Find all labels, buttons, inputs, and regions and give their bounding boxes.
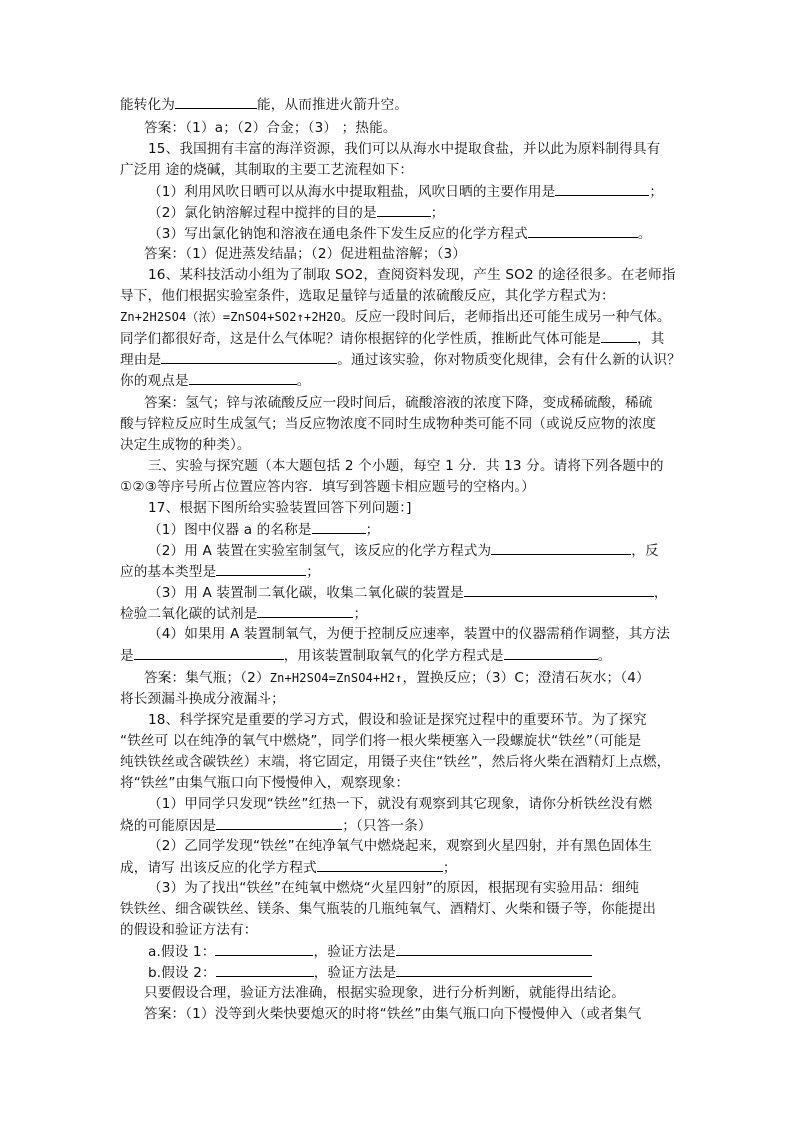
- text-line: 决定生成物的种类）。: [120, 437, 251, 453]
- answer-blank: [215, 941, 313, 956]
- text-line: 导下，他们根据实验室条件，选取足量锌与适量的浓硫酸反应，其化学方程式为：: [120, 288, 615, 304]
- text-line: （1）图中仪器 a 的名称是 ；: [148, 519, 379, 539]
- text-line: （4）如果用 A 装置制氧气，为便于控制反应速率，装置中的仪器需稍作调整，其方法: [148, 626, 670, 642]
- text-line: （1）甲同学只发现“铁丝”红热一下，就没有观察到其它现象，请你分析铁丝没有燃: [148, 796, 653, 812]
- answer-blank: [317, 857, 443, 872]
- question-18: 18、科学探究是重要的学习方式，假设和验证是探究过程中的重要环节。为了探究: [148, 712, 647, 728]
- equation-line: Zn+2H2SO4（浓）=ZnSO4+SO2↑+2H2O。反应一段时间后，老师指出还可能生成另一种气体。: [120, 309, 671, 325]
- text-line: 纯铁铁丝或含碳铁丝）末端，将它固定，用镊子夹住“铁丝”，然后将火柴在酒精灯上点燃，: [120, 754, 671, 770]
- answer-line: 答案：（1）没等到火柴快要熄灭的时将“铁丝”由集气瓶口向下慢慢伸入（或者集气: [144, 1006, 642, 1022]
- text-line: 能转化为 能，从而推进火箭升空。: [120, 94, 408, 114]
- answer-blank: [134, 645, 284, 660]
- text-line: （2）乙同学发现“铁丝”在纯净氧气中燃烧起来，观察到火星四射，并有黑色固体生: [148, 838, 653, 854]
- answer-blank: [216, 815, 342, 830]
- answer-blank: [312, 519, 366, 534]
- hypothesis-line: a.假设 1： ，验证方法是: [148, 941, 592, 961]
- answer-blank: [189, 370, 297, 385]
- answer-blank: [216, 962, 314, 977]
- text-line: 的假设和验证方法有：: [120, 922, 258, 938]
- text-line: 将“铁丝”由集气瓶口向下慢慢伸入，观察现象：: [120, 775, 410, 791]
- text-line: 广泛用 途的烧碱，其制取的主要工艺流程如下：: [120, 162, 414, 178]
- answer-blank: [216, 561, 306, 576]
- text-line: （3）为了找出“铁丝”在纯氧中燃烧“火星四射”的原因，根据现有实验用品：细纯: [148, 880, 640, 896]
- hypothesis-line: b.假设 2： ，验证方法是: [148, 962, 592, 982]
- answer-blank: [161, 349, 337, 364]
- text-line: （3）写出氯化钠饱和溶液在通电条件下发生反应的化学方程式 。: [148, 223, 652, 243]
- answer-blank: [504, 645, 598, 660]
- question-17: 17、根据下图所给实验装置回答下列问题：]: [148, 500, 412, 516]
- answer-blank: [175, 94, 257, 109]
- question-16: 16、某科技活动小组为了制取 SO2，查阅资料发现，产生 SO2 的途径很多。在老师指: [148, 267, 676, 283]
- question-15: 15、我国拥有丰富的海洋资源，我们可以从海水中提取食盐，并以此为原料制得具有: [148, 141, 661, 157]
- text-line: 应的基本类型是 ；: [120, 561, 320, 581]
- answer-blank: [528, 223, 638, 238]
- text-line: 是 ，用该装置制取氧气的化学方程式是 。: [120, 645, 611, 665]
- text-line: ①②③等序号所占位置应答内容．填写到答题卡相应题号的空格内。）: [120, 479, 536, 495]
- answer-line: 答案：氢气；锌与浓硫酸反应一段时间后，硫酸溶液的浓度下降，变成稀硫酸，稀硫: [144, 395, 653, 411]
- text-line: “铁丝可 以在纯净的氧气中燃烧”，同学们将一根火柴梗塞入一段螺旋状“铁丝”（可能是: [120, 733, 642, 749]
- text-line: 理由是 。通过该实验，你对物质变化规律，会有什么新的认识？: [120, 349, 681, 369]
- text-line: 成，请写 出该反应的化学方程式 ；: [120, 857, 457, 877]
- section-heading: 三、实验与探究题（本大题包括 2 个小题，每空 1 分．共 13 分。请将下列各题中的: [148, 458, 664, 474]
- text-line: （2）氯化钠溶解过程中搅拌的目的是 ；: [148, 202, 444, 222]
- answer-line: 答案：（1）a；（2）合金；（3） ；热能。: [144, 120, 397, 136]
- text-line: 同学们都很好奇，这是什么气体呢？请你根据锌的化学性质，推断此气体可能是 ，其: [120, 328, 665, 348]
- answer-blank: [601, 328, 637, 343]
- text-line: 只要假设合理，验证方法准确，根据实验现象，进行分析判断，就能得出结论。: [144, 985, 626, 1001]
- answer-blank: [396, 941, 592, 956]
- answer-blank: [491, 540, 631, 555]
- text-line: 烧的可能原因是 ；（只答一条）: [120, 815, 432, 835]
- answer-line: 答案：集气瓶；（2）Zn+H2SO4=ZnSO4+H2↑，置换反应；（3）C；澄清石灰水；（4）: [144, 670, 650, 686]
- answer-line: 答案：（1）促进蒸发结晶；（2）促进粗盐溶解；（3）: [144, 246, 467, 262]
- text-line: （2）用 A 装置在实验室制氢气，该反应的化学方程式为 ，反: [148, 540, 659, 560]
- answer-blank: [396, 962, 592, 977]
- text-line: （3）用 A 装置制二氧化碳，收集二氧化碳的装置是 ，: [148, 582, 668, 602]
- text-line: 铁铁丝、细含碳铁丝、镁条、集气瓶装的几瓶纯氧气、酒精灯、火柴和镊子等，你能提出: [120, 901, 657, 917]
- text-line: 检验二氧化碳的试剂是 ；: [120, 603, 367, 623]
- answer-blank: [555, 181, 649, 196]
- text-line: 你的观点是 。: [120, 370, 310, 390]
- text-line: 酸与锌粒反应时生成氢气；当反应物浓度不同时生成物种类可能不同（或说反应物的浓度: [120, 416, 657, 432]
- answer-blank: [257, 603, 353, 618]
- answer-blank: [464, 582, 654, 597]
- text-line: 将长颈漏斗换成分液漏斗；: [120, 691, 285, 707]
- text-line: （1）利用风吹日晒可以从海水中提取粗盐，风吹日晒的主要作用是 ；: [148, 181, 663, 201]
- answer-blank: [377, 202, 431, 217]
